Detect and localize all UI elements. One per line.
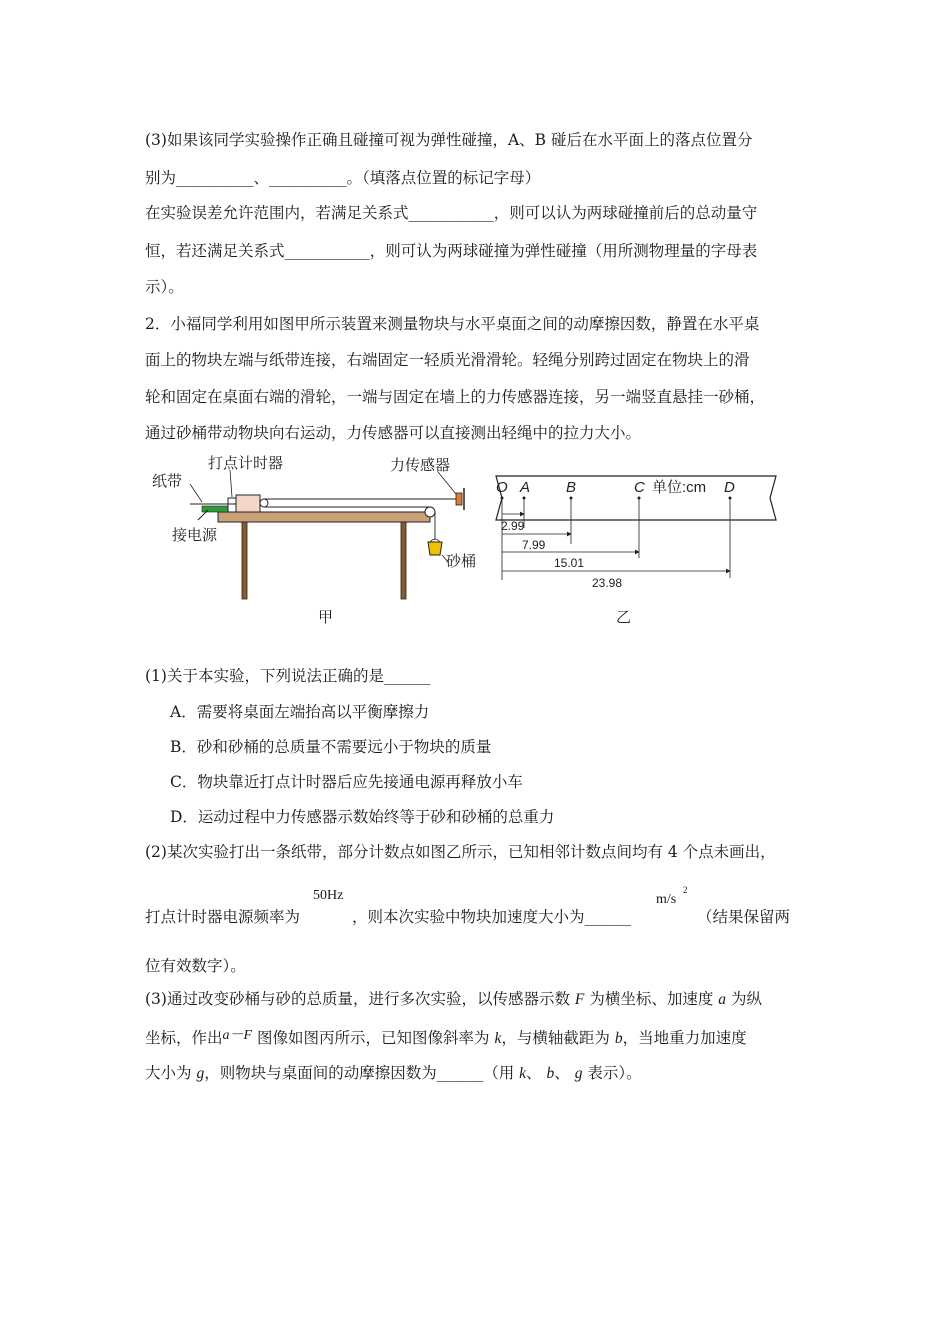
dist-OD: 23.98 (592, 576, 623, 590)
block (236, 495, 260, 512)
var-g: g (196, 1065, 205, 1082)
q1-p3-line4: 恒，若还满足关系式___________，则可认为两球碰撞为弹性碰撞（用所测物理量的字母表 (145, 242, 758, 260)
var-F: F (574, 991, 585, 1008)
table-leg-left (242, 521, 247, 599)
label-B: B (566, 479, 577, 496)
q2-p1-question: (1)关于本实验，下列说法正确的是______ (145, 667, 431, 685)
caption-jia: 甲 (318, 609, 334, 626)
q2-intro-line2: 面上的物块左端与纸带连接，右端固定一轻质光滑滑轮。轻绳分别跨过固定在物块上的滑 (145, 351, 750, 369)
label-D: D (724, 479, 735, 496)
q2-p3-line1: (3)通过改变砂桶与砂的总质量，进行多次实验，以传感器示数 F 为横坐标、加速度 a 为纵 (145, 990, 762, 1008)
q2-p1-option-a: A．需要将桌面左端抬高以平衡摩擦力 (170, 703, 430, 721)
q2-p3-line3: 大小为 g，则物块与桌面间的动摩擦因数为______（用 k、 b、 g 表示）。 (145, 1064, 642, 1082)
var-a: a (718, 991, 727, 1008)
tape-green-strip (202, 506, 228, 512)
caption-yi: 乙 (616, 609, 632, 626)
figure-yi-tape (488, 468, 788, 628)
table-pulley (425, 507, 435, 517)
table-top (218, 512, 430, 522)
dist-OB: 7.99 (522, 538, 546, 552)
q1-p3-line3: 在实验误差允许范围内，若满足关系式___________，则可以认为两球碰撞前后的总动量守 (145, 204, 758, 222)
dist-OC: 15.01 (554, 556, 585, 570)
q2-p1-option-c: C．物块靠近打点计时器后应先接通电源再释放小车 (170, 773, 523, 791)
q2-p2-unit: m/s (656, 892, 677, 907)
label-A: A (520, 479, 531, 496)
q2-p2-line2c: （结果保留两 (697, 908, 791, 926)
dist-OA: 2.99 (501, 519, 525, 533)
figure-jia-apparatus (150, 450, 490, 630)
block-pulley (260, 499, 268, 507)
q2-p1-option-d: D．运动过程中力传感器示数始终等于砂和砂桶的总重力 (170, 808, 555, 826)
q2-p2-line2a: 打点计时器电源频率为 (145, 908, 301, 926)
q2-p1-option-b: B．砂和砂桶的总质量不需要远小于物块的质量 (170, 738, 492, 756)
q2-p2-frequency: 50Hz (313, 888, 344, 903)
label-tape: 纸带 (152, 473, 183, 490)
var-k: k (494, 1030, 502, 1047)
sand-bucket (428, 542, 442, 555)
q2-intro-line4: 通过砂桶带动物块向右运动，力传感器可以直接测出轻绳中的拉力大小。 (145, 424, 642, 442)
label-power: 接电源 (172, 527, 218, 544)
label-timer: 打点计时器 (208, 455, 284, 472)
q2-intro-line3: 轮和固定在桌面右端的滑轮，一端与固定在墙上的力传感器连接，另一端竖直悬挂一砂桶， (145, 388, 766, 406)
table-leg-right (401, 521, 406, 599)
q1-p3-line2: 别为__________、__________。（填落点位置的标记字母） (145, 169, 541, 187)
label-C: C (634, 479, 645, 496)
label-bucket: 砂桶 (446, 553, 477, 570)
q2-p2-line3: 位有效数字）。 (145, 957, 246, 975)
q2-p3-line2: 坐标，作出a－F 图像如图丙所示，已知图像斜率为 k，与横轴截距为 b，当地重力加速度 (145, 1028, 747, 1047)
force-sensor (456, 493, 462, 505)
q1-p3-line1: (3)如果该同学实验操作正确且碰撞可视为弹性碰撞，A、B 碰后在水平面上的落点位置分 (145, 131, 753, 149)
q2-p2-unit-exponent: 2 (683, 885, 688, 895)
var-aF: a－F (222, 1028, 253, 1043)
q2-p2-line1: (2)某次实验打出一条纸带，部分计数点如图乙所示，已知相邻计数点间均有 4 个点未画出， (145, 843, 776, 861)
label-unit: 单位:cm (652, 479, 707, 496)
q2-intro-line1: 2．小福同学利用如图甲所示装置来测量物块与水平桌面之间的动摩擦因数，静置在水平桌 (145, 315, 760, 333)
label-O: O (496, 479, 508, 496)
label-sensor: 力传感器 (390, 457, 451, 474)
q2-p2-line2b: ，则本次实验中物块加速度大小为______ (352, 908, 632, 926)
var-b: b (614, 1030, 623, 1047)
q1-p3-line5: 示）。 (145, 278, 184, 296)
